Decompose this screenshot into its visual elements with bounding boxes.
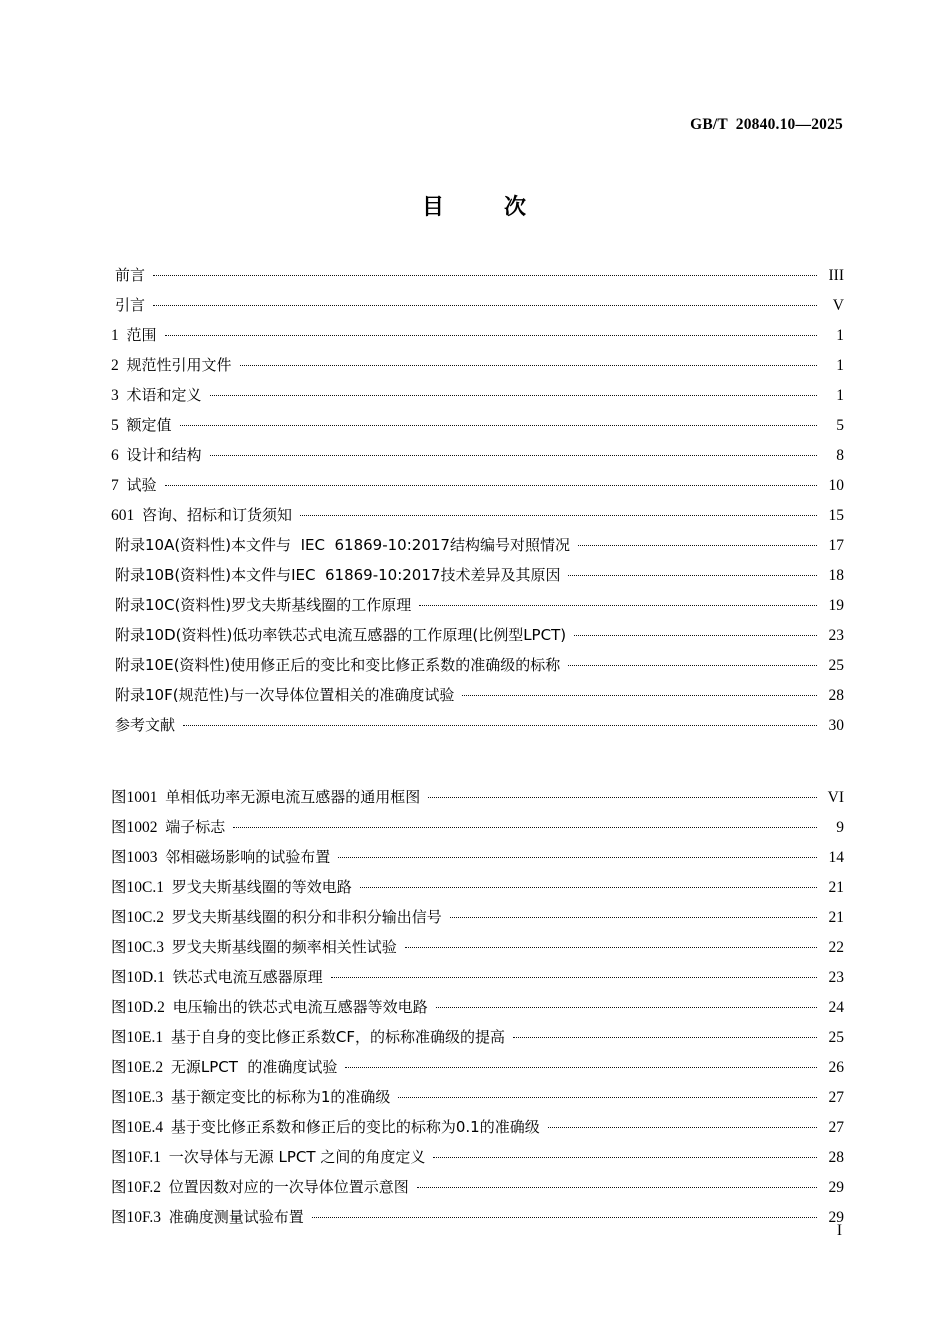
- toc-figure-number: 图10E.2: [111, 1058, 164, 1076]
- dot-leader: [240, 354, 817, 370]
- toc-page-number: 17: [828, 536, 844, 554]
- number-label-spacer: [163, 1120, 171, 1136]
- toc-figure-entry[interactable]: [111, 786, 844, 816]
- toc-clause-entry[interactable]: [111, 354, 844, 384]
- toc-figure-entry[interactable]: [111, 966, 844, 996]
- toc-clause-label: 附录10B(资料性)本文件与IEC 61869-10:2017技术差异及其原因: [115, 565, 561, 584]
- toc-page-number: 8: [836, 446, 844, 464]
- toc-page-number: 14: [828, 848, 844, 866]
- toc-clause-label: 额定值: [126, 415, 172, 434]
- toc-figure-label: 邻相磁场影响的试验布置: [165, 847, 331, 866]
- number-label-spacer: [163, 1030, 171, 1046]
- toc-clause-number: 1: [111, 326, 119, 344]
- table-of-contents: [111, 264, 844, 1236]
- toc-page-number: 23: [828, 968, 844, 986]
- toc-figure-entry[interactable]: [111, 876, 844, 906]
- toc-figure-label: 罗戈夫斯基线圈的等效电路: [171, 877, 352, 896]
- number-label-spacer: [161, 1210, 169, 1226]
- toc-figure-number: 图10C.2: [111, 908, 164, 926]
- toc-page-number: 1: [836, 386, 844, 404]
- toc-clause-entry[interactable]: [111, 654, 844, 684]
- toc-page-number: 15: [828, 506, 844, 524]
- toc-page-number: III: [828, 266, 844, 284]
- toc-figure-entry[interactable]: [111, 1056, 844, 1086]
- toc-page-number: 28: [828, 1148, 844, 1166]
- number-label-spacer: [163, 1060, 171, 1076]
- toc-clause-entry[interactable]: [111, 684, 844, 714]
- toc-figure-number: 图10E.4: [111, 1118, 164, 1136]
- toc-clause-label: 参考文献: [115, 715, 176, 734]
- toc-page-number: 28: [828, 686, 844, 704]
- dot-leader: [548, 1116, 817, 1132]
- toc-page-number: 23: [828, 626, 844, 644]
- toc-clause-list: [111, 264, 844, 744]
- dot-leader: [165, 474, 817, 490]
- number-label-spacer: [164, 910, 172, 926]
- toc-clause-number: 3: [111, 386, 119, 404]
- toc-page-number: 24: [828, 998, 844, 1016]
- number-label-spacer: [161, 1150, 169, 1166]
- dot-leader: [153, 294, 817, 310]
- toc-figure-entry[interactable]: [111, 906, 844, 936]
- dot-leader: [419, 594, 817, 610]
- dot-leader: [345, 1056, 817, 1072]
- toc-page-number: 27: [828, 1118, 844, 1136]
- toc-figure-entry[interactable]: [111, 1026, 844, 1056]
- toc-figure-label: 罗戈夫斯基线圈的积分和非积分输出信号: [171, 907, 442, 926]
- toc-clause-label: 引言: [115, 295, 146, 314]
- toc-figure-label: 基于额定变比的标称为1的准确级: [170, 1087, 391, 1106]
- toc-page-number: 26: [828, 1058, 844, 1076]
- toc-clause-entry[interactable]: [111, 534, 844, 564]
- toc-figure-number: 图10E.3: [111, 1088, 164, 1106]
- toc-figure-list: [111, 786, 844, 1236]
- dot-leader: [405, 936, 817, 952]
- number-label-spacer: [161, 1180, 169, 1196]
- number-label-spacer: [164, 880, 172, 896]
- toc-clause-number: 6: [111, 446, 119, 464]
- toc-figure-number: 图10F.3: [111, 1208, 162, 1226]
- toc-page-number: 1: [836, 356, 844, 374]
- toc-clause-entry[interactable]: [111, 294, 844, 324]
- number-label-spacer: [119, 418, 127, 434]
- dot-leader: [180, 414, 817, 430]
- toc-figure-number: 图1002: [111, 818, 158, 836]
- toc-clause-label: 术语和定义: [126, 385, 202, 404]
- toc-figure-label: 电压输出的铁芯式电流互感器等效电路: [172, 997, 428, 1016]
- dot-leader: [574, 624, 817, 640]
- dot-leader: [513, 1026, 817, 1042]
- toc-page-number: 25: [828, 656, 844, 674]
- toc-figure-label: 无源LPCT 的准确度试验: [170, 1057, 338, 1076]
- toc-clause-label: 前言: [115, 265, 146, 284]
- toc-figure-entry[interactable]: [111, 996, 844, 1026]
- toc-figure-label: 铁芯式电流互感器原理: [172, 967, 323, 986]
- toc-page-number: 18: [828, 566, 844, 584]
- page-folio: I: [836, 1222, 842, 1239]
- toc-page-number: 1: [836, 326, 844, 344]
- toc-figure-entry[interactable]: [111, 1146, 844, 1176]
- dot-leader: [568, 654, 817, 670]
- dot-leader: [312, 1206, 817, 1222]
- toc-clause-label: 附录10C(资料性)罗戈夫斯基线圈的工作原理: [115, 595, 412, 614]
- dot-leader: [153, 264, 817, 280]
- toc-figure-entry[interactable]: [111, 1206, 844, 1236]
- toc-page-number: V: [832, 296, 844, 314]
- toc-figure-entry[interactable]: [111, 1116, 844, 1146]
- number-label-spacer: [164, 940, 172, 956]
- number-label-spacer: [158, 790, 166, 806]
- toc-clause-entry[interactable]: [111, 564, 844, 594]
- toc-figure-number: 图10D.2: [111, 998, 165, 1016]
- toc-figure-number: 图10D.1: [111, 968, 165, 986]
- toc-figure-entry[interactable]: [111, 936, 844, 966]
- toc-page-number: 29: [828, 1178, 844, 1196]
- dot-leader: [417, 1176, 817, 1192]
- toc-clause-entry[interactable]: [111, 714, 844, 744]
- toc-clause-label: 设计和结构: [126, 445, 202, 464]
- toc-figure-entry[interactable]: [111, 816, 844, 846]
- toc-clause-number: 2: [111, 356, 119, 374]
- toc-page-number: 21: [828, 878, 844, 896]
- toc-figure-number: 图10C.3: [111, 938, 164, 956]
- number-label-spacer: [119, 328, 127, 344]
- toc-clause-number: 7: [111, 476, 119, 494]
- toc-figure-label: 基于变比修正系数和修正后的变比的标称为0.1的准确级: [170, 1117, 540, 1136]
- toc-figure-label: 单相低功率无源电流互感器的通用框图: [165, 787, 421, 806]
- toc-clause-label: 范围: [126, 325, 157, 344]
- dot-leader: [436, 996, 817, 1012]
- toc-figure-entry[interactable]: [111, 846, 844, 876]
- toc-figure-label: 位置因数对应的一次导体位置示意图: [168, 1177, 409, 1196]
- toc-clause-entry[interactable]: [111, 474, 844, 504]
- toc-page-number: VI: [827, 788, 844, 806]
- toc-clause-label: 咨询、招标和订货须知: [142, 505, 293, 524]
- toc-figure-number: 图10C.1: [111, 878, 164, 896]
- toc-clause-entry[interactable]: [111, 264, 844, 294]
- toc-page-number: 5: [836, 416, 844, 434]
- toc-figure-label: 端子标志: [165, 817, 226, 836]
- number-label-spacer: [165, 1000, 173, 1016]
- toc-page-number: 19: [828, 596, 844, 614]
- dot-leader: [398, 1086, 817, 1102]
- toc-clause-label: 附录10A(资料性)本文件与 IEC 61869-10:2017结构编号对照情况: [115, 535, 570, 554]
- number-label-spacer: [158, 820, 166, 836]
- toc-figure-number: 图1003: [111, 848, 158, 866]
- dot-leader: [462, 684, 817, 700]
- dot-leader: [183, 714, 817, 730]
- dot-leader: [450, 906, 817, 922]
- toc-clause-number: 5: [111, 416, 119, 434]
- toc-figure-entry[interactable]: [111, 1176, 844, 1206]
- toc-page-number: 25: [828, 1028, 844, 1046]
- toc-page-number: 10: [828, 476, 844, 494]
- number-label-spacer: [119, 388, 127, 404]
- dot-leader: [210, 444, 817, 460]
- toc-figure-number: 图1001: [111, 788, 158, 806]
- dot-leader: [165, 324, 817, 340]
- toc-clause-label: 试验: [126, 475, 157, 494]
- toc-clause-entry[interactable]: [111, 504, 844, 534]
- toc-clause-label: 附录10E(资料性)使用修正后的变比和变比修正系数的准确级的标称: [115, 655, 561, 674]
- number-label-spacer: [119, 358, 127, 374]
- dot-leader: [578, 534, 817, 550]
- number-label-spacer: [163, 1090, 171, 1106]
- toc-page-number: 27: [828, 1088, 844, 1106]
- toc-figure-label: 一次导体与无源 LPCT 之间的角度定义: [168, 1147, 426, 1166]
- toc-clause-entry[interactable]: [111, 384, 844, 414]
- number-label-spacer: [119, 448, 127, 464]
- section-divider-gap: [111, 744, 844, 786]
- toc-figure-number: 图10F.2: [111, 1178, 162, 1196]
- toc-figure-entry[interactable]: [111, 1086, 844, 1116]
- dot-leader: [433, 1146, 817, 1162]
- toc-clause-entry[interactable]: [111, 624, 844, 654]
- dot-leader: [338, 846, 817, 862]
- toc-figure-label: 基于自身的变比修正系数CF，的标称准确级的提高: [170, 1027, 505, 1046]
- number-label-spacer: [158, 850, 166, 866]
- toc-figure-number: 图10E.1: [111, 1028, 164, 1046]
- toc-clause-entry[interactable]: [111, 444, 844, 474]
- dot-leader: [428, 786, 817, 802]
- number-label-spacer: [165, 970, 173, 986]
- toc-clause-label: 附录10D(资料性)低功率铁芯式电流互感器的工作原理(比例型LPCT): [115, 625, 567, 644]
- toc-clause-number: 601: [111, 506, 135, 524]
- dot-leader: [360, 876, 817, 892]
- page-title: 目 次: [422, 195, 528, 220]
- toc-clause-label: 规范性引用文件: [126, 355, 232, 374]
- toc-page-number: 29: [828, 1208, 844, 1226]
- toc-clause-entry[interactable]: [111, 414, 844, 444]
- toc-figure-label: 准确度测量试验布置: [168, 1207, 304, 1226]
- dot-leader: [331, 966, 817, 982]
- dot-leader: [300, 504, 817, 520]
- toc-clause-label: 附录10F(规范性)与一次导体位置相关的准确度试验: [115, 685, 455, 704]
- number-label-spacer: [134, 508, 142, 524]
- toc-page-number: 22: [828, 938, 844, 956]
- toc-page-number: 9: [836, 818, 844, 836]
- dot-leader: [233, 816, 817, 832]
- toc-clause-entry[interactable]: [111, 594, 844, 624]
- toc-figure-label: 罗戈夫斯基线圈的频率相关性试验: [171, 937, 397, 956]
- number-label-spacer: [119, 478, 127, 494]
- toc-clause-entry[interactable]: [111, 324, 844, 354]
- standard-number-header: GB/T 20840.10—2025: [690, 116, 843, 133]
- dot-leader: [210, 384, 817, 400]
- toc-page-number: 30: [828, 716, 844, 734]
- dot-leader: [568, 564, 817, 580]
- toc-figure-number: 图10F.1: [111, 1148, 162, 1166]
- toc-page-number: 21: [828, 908, 844, 926]
